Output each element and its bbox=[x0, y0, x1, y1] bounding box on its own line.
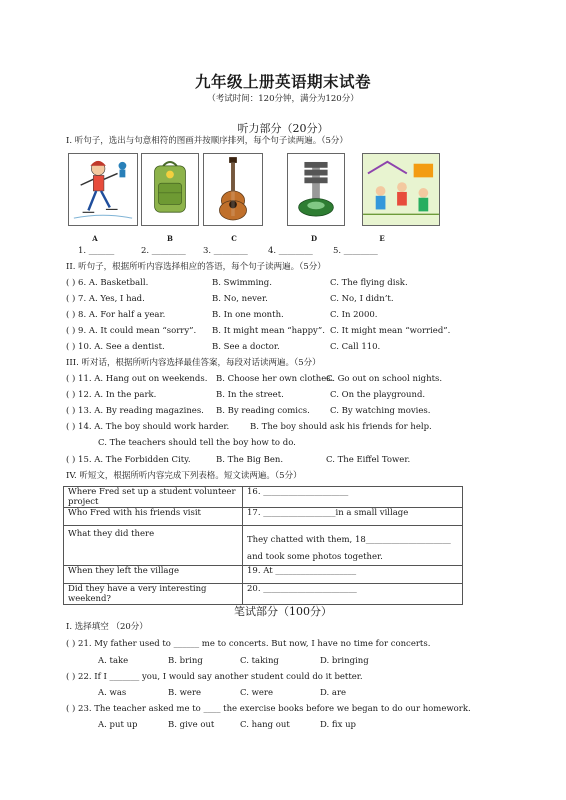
question-21-option-c: C. taking bbox=[240, 656, 279, 666]
question-13-option-b: B. By reading comics. bbox=[216, 406, 310, 416]
picture-a bbox=[68, 153, 138, 226]
question-23-option-c: C. hang out bbox=[240, 720, 290, 730]
question-9-option-c: C. It might mean “worried”. bbox=[330, 326, 451, 336]
table-row bbox=[64, 584, 463, 605]
question-11: ( ) 11. A. Hang out on weekends. bbox=[66, 374, 208, 384]
question-14-option-c: C. The teachers should tell the boy how to do. bbox=[98, 438, 296, 448]
question-9-option-b: B. It might mean “happy”. bbox=[212, 326, 325, 336]
table-row bbox=[64, 526, 463, 566]
table-answer-line-2: and took some photos together. bbox=[247, 552, 383, 562]
question-14: ( ) 14. A. The boy should work harder. bbox=[66, 422, 230, 432]
table-cell-answer[interactable]: 16. ____________________ bbox=[243, 487, 463, 508]
question-8-option-c: C. In 2000. bbox=[330, 310, 378, 320]
question-15-option-b: B. The Big Ben. bbox=[216, 455, 284, 465]
question-21: ( ) 21. My father used to ______ me to concerts. But now, I have no time for concerts. bbox=[66, 639, 431, 649]
table-cell-question: Did they have a very interesting weekend? bbox=[64, 584, 243, 605]
table-cell-question: Who Fred with his friends visit bbox=[64, 508, 243, 526]
picture-label-e: E bbox=[379, 234, 385, 243]
dumbbell-icon bbox=[288, 154, 344, 225]
question-22: ( ) 22. If I _______ you, I would say another student could do it better. bbox=[66, 672, 363, 682]
question-7: ( ) 7. A. Yes, I had. bbox=[66, 294, 145, 304]
question-12: ( ) 12. A. In the park. bbox=[66, 390, 157, 400]
question-23-option-d: D. fix up bbox=[320, 720, 356, 730]
part3-instruction: III. 听对话，根据所听内容选择最佳答案，每段对话读两遍。（5分） bbox=[66, 358, 321, 368]
question-15: ( ) 15. A. The Forbidden City. bbox=[66, 455, 191, 465]
picture-d bbox=[287, 153, 345, 226]
table-row bbox=[64, 566, 463, 584]
table-cell-question: When they left the village bbox=[64, 566, 243, 584]
question-14-option-b: B. The boy should ask his friends for help. bbox=[250, 422, 432, 432]
picture-e bbox=[362, 153, 440, 226]
question-13-option-c: C. By watching movies. bbox=[330, 406, 431, 416]
question-11-option-b: B. Choose her own clothes. bbox=[216, 374, 334, 384]
question-6: ( ) 6. A. Basketball. bbox=[66, 278, 149, 288]
exam-subtitle: （考试时间：120分钟，满分为120分） bbox=[207, 94, 359, 104]
guitar-icon bbox=[204, 154, 262, 225]
part4-instruction: IV. 听短文，根据所听内容完成下列表格。短文读两遍。（5分） bbox=[66, 471, 302, 481]
answer-blank-2[interactable]: 2. ________ bbox=[141, 246, 186, 256]
written-heading: 笔试部分（100分） bbox=[234, 605, 332, 618]
question-21-option-b: B. bring bbox=[168, 656, 203, 666]
question-10-option-b: B. See a doctor. bbox=[212, 342, 280, 352]
picture-c bbox=[203, 153, 263, 226]
question-22-option-c: C. were bbox=[240, 688, 274, 698]
question-8-option-b: B. In one month. bbox=[212, 310, 284, 320]
listening-table bbox=[63, 486, 463, 605]
answer-blank-1[interactable]: 1. ______ bbox=[78, 246, 115, 256]
question-21-option-a: A. take bbox=[98, 656, 129, 666]
picture-label-b: B bbox=[167, 234, 173, 243]
table-cell-answer[interactable]: 19. At ___________________ bbox=[243, 566, 463, 584]
written-part1-instruction: I. 选择填空 （20分） bbox=[66, 622, 148, 632]
question-6-option-b: B. Swimming. bbox=[212, 278, 272, 288]
question-22-option-d: D. are bbox=[320, 688, 347, 698]
question-23-option-a: A. put up bbox=[98, 720, 138, 730]
question-7-option-c: C. No, I didn’t. bbox=[330, 294, 394, 304]
answer-blank-5[interactable]: 5. ________ bbox=[333, 246, 378, 256]
table-cell-answer[interactable]: 17. _________________in a small village bbox=[243, 508, 463, 526]
question-23-option-b: B. give out bbox=[168, 720, 215, 730]
picture-label-d: D bbox=[310, 234, 318, 243]
question-7-option-b: B. No, never. bbox=[212, 294, 268, 304]
question-15-option-c: C. The Eiffel Tower. bbox=[326, 455, 411, 465]
table-answer-line: They chatted with them, 18____________________ bbox=[247, 535, 451, 545]
playground-kids-icon bbox=[363, 154, 439, 225]
answer-blank-4[interactable]: 4. ________ bbox=[268, 246, 313, 256]
question-22-option-a: A. was bbox=[98, 688, 127, 698]
backpack-icon bbox=[142, 154, 198, 225]
table-cell-answer[interactable] bbox=[243, 526, 463, 566]
question-10-option-c: C. Call 110. bbox=[330, 342, 381, 352]
question-12-option-c: C. On the playground. bbox=[330, 390, 426, 400]
picture-label-c: C bbox=[231, 234, 237, 243]
part2-instruction: II. 听句子，根据所听内容选择相应的答语，每个句子读两遍。（5分） bbox=[66, 262, 326, 272]
picture-b bbox=[141, 153, 199, 226]
question-12-option-b: B. In the street. bbox=[216, 390, 284, 400]
answer-blank-3[interactable]: 3. ________ bbox=[203, 246, 248, 256]
question-22-option-b: B. were bbox=[168, 688, 202, 698]
table-row bbox=[64, 487, 463, 508]
table-row bbox=[64, 508, 463, 526]
skating-girl-icon bbox=[69, 154, 137, 225]
question-10: ( ) 10. A. See a dentist. bbox=[66, 342, 165, 352]
question-21-option-d: D. bringing bbox=[320, 656, 369, 666]
question-8: ( ) 8. A. For half a year. bbox=[66, 310, 166, 320]
question-6-option-c: C. The flying disk. bbox=[330, 278, 408, 288]
table-cell-answer[interactable]: 20. ______________________ bbox=[243, 584, 463, 605]
question-13: ( ) 13. A. By reading magazines. bbox=[66, 406, 204, 416]
picture-label-a: A bbox=[92, 234, 98, 243]
table-cell-question: What they did there bbox=[64, 526, 243, 566]
question-23: ( ) 23. The teacher asked me to ____ the exercise books before we began to do our homework. bbox=[66, 704, 471, 714]
question-11-option-c: C. Go out on school nights. bbox=[326, 374, 443, 384]
listening-heading: 听力部分（20分） bbox=[237, 122, 329, 135]
exam-title: 九年级上册英语期末试卷 bbox=[194, 72, 371, 91]
question-9: ( ) 9. A. It could mean “sorry”. bbox=[66, 326, 197, 336]
part1-instruction: I. 听句子，选出与句意相符的图画并按顺序排列，每个句子读两遍。（5分） bbox=[66, 136, 348, 146]
table-cell-question: Where Fred set up a student volunteer project bbox=[64, 487, 243, 508]
